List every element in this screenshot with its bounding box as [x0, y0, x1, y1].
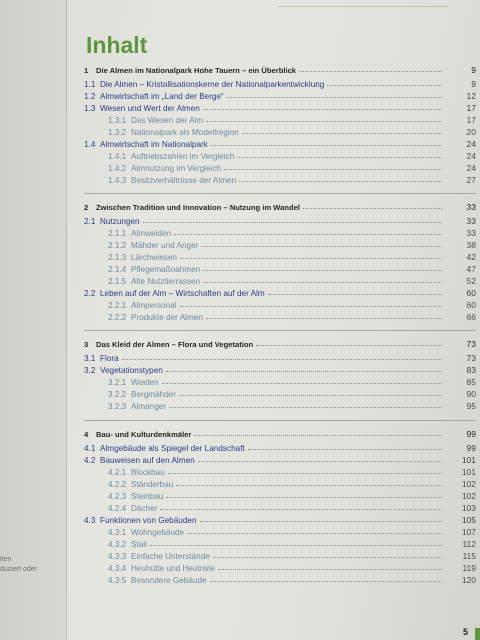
- toc-subsection-entry[interactable]: [84, 226, 476, 238]
- toc-entry-page: 101: [461, 455, 476, 465]
- toc-section-entry[interactable]: [84, 351, 476, 363]
- toc-entry-page: 24: [466, 163, 476, 173]
- dot-leader: [203, 269, 442, 271]
- toc-entry-title: Bau- und Kulturdenkmäler: [96, 430, 192, 439]
- toc-entry-title: Wesen und Wert der Almen: [100, 104, 200, 113]
- dot-leader: [187, 532, 442, 534]
- toc-entry-page: 60: [466, 300, 476, 310]
- dot-leader: [242, 132, 442, 134]
- toc-subsection-entry[interactable]: [84, 501, 476, 513]
- toc-entry-number: 1.2: [84, 92, 96, 101]
- toc-entry-page: 112: [462, 539, 476, 549]
- toc-entry-page: 9: [471, 65, 476, 75]
- dot-leader: [218, 568, 442, 570]
- toc-entry-title: Flora: [100, 354, 119, 363]
- toc-entry-page: 101: [461, 467, 476, 477]
- dot-leader: [239, 180, 442, 182]
- toc-subsection-entry[interactable]: [84, 262, 476, 274]
- toc-entry-title: Weiden: [131, 378, 159, 387]
- dot-leader: [160, 508, 442, 510]
- toc-entry-title: Almnutzung im Vergleich: [131, 164, 222, 173]
- toc-entry-number: 2.2: [84, 289, 96, 298]
- dot-leader: [248, 448, 442, 450]
- toc-chapter-entry[interactable]: [84, 425, 476, 439]
- toc-entry-title: Vegetationstypen: [100, 366, 163, 375]
- dot-leader: [176, 484, 442, 486]
- toc-entry-page: 115: [462, 551, 476, 561]
- toc-entry-number: 2: [84, 203, 89, 212]
- toc-subsection-entry[interactable]: [84, 489, 476, 501]
- toc-chapter: [84, 57, 476, 185]
- dot-leader: [180, 305, 442, 307]
- toc-entry-page: 73: [466, 339, 476, 349]
- toc-entry-number: 1.4.3: [108, 176, 127, 185]
- toc-entry-number: 2.2.1: [108, 301, 127, 310]
- toc-entry-page: 105: [461, 515, 476, 525]
- toc-entry-number: 2.1.4: [108, 265, 127, 274]
- toc-entry-page: 42: [466, 252, 476, 262]
- page-title: Inhalt: [86, 32, 148, 58]
- dot-leader: [256, 344, 442, 346]
- toc-entry-number: 4: [84, 430, 89, 439]
- dot-leader: [213, 556, 442, 558]
- toc-entry-title: Alte Nutztierrassen: [131, 277, 201, 286]
- dot-leader: [224, 168, 442, 170]
- toc-subsection-entry[interactable]: [84, 298, 476, 310]
- dot-leader: [169, 406, 442, 408]
- toc-subsection-entry[interactable]: [84, 561, 476, 573]
- toc-entry-title: Lärchwiesen: [131, 253, 177, 262]
- toc-entry-number: 1.1: [84, 80, 96, 89]
- toc-entry-title: Almgebäude als Spiegel der Landschaft: [100, 444, 245, 453]
- toc-entry-page: 52: [466, 276, 476, 286]
- toc-entry-page: 103: [461, 503, 476, 513]
- toc-entry-number: 4.3.2: [108, 540, 127, 549]
- toc-section-entry[interactable]: [84, 363, 476, 375]
- toc-entry-number: 3: [84, 340, 89, 349]
- toc-entry-title: Leben auf der Alm – Wirtschaften auf der Alm: [100, 289, 265, 298]
- toc-entry-title: Almweiden: [131, 229, 172, 238]
- dot-leader: [203, 281, 442, 283]
- dot-leader: [166, 370, 442, 372]
- toc-entry-page: 95: [466, 401, 476, 411]
- toc-entry-page: 47: [466, 264, 476, 274]
- toc-entry-number: 4.2.4: [108, 504, 127, 513]
- margin-text: [0, 555, 37, 575]
- toc-entry-number: 3.2.1: [108, 378, 127, 387]
- toc-entry-number: 4.3: [84, 516, 96, 525]
- toc-entry-title: Steinbau: [131, 492, 164, 501]
- toc-entry-number: 4.2.2: [108, 480, 127, 489]
- table-of-contents: [84, 57, 476, 585]
- toc-entry-title: Zwischen Tradition und Innovation – Nutzung im Wandel: [96, 203, 300, 212]
- toc-entry-page: 83: [466, 365, 476, 375]
- toc-entry-title: Almwirtschaft im „Land der Berge“: [100, 92, 224, 101]
- toc-entry-number: 1.3: [84, 104, 96, 113]
- toc-entry-page: 17: [466, 103, 476, 113]
- toc-entry-page: 9: [471, 79, 476, 89]
- toc-section-entry[interactable]: [84, 214, 476, 226]
- toc-entry-title: Almwirtschaft im Nationalpark: [100, 140, 208, 149]
- toc-subsection-entry[interactable]: [84, 274, 476, 286]
- toc-entry-page: 85: [466, 377, 476, 387]
- toc-entry-page: 73: [466, 353, 476, 363]
- toc-subsection-entry[interactable]: [84, 113, 476, 125]
- toc-section-entry[interactable]: [84, 453, 476, 465]
- toc-subsection-entry[interactable]: [84, 573, 476, 585]
- toc-entry-number: 1.3.2: [108, 128, 127, 137]
- toc-entry-title: Das Wesen der Alm: [131, 116, 204, 125]
- toc-entry-title: Ständerbau: [131, 480, 174, 489]
- toc-entry-number: 1: [84, 66, 89, 75]
- dot-leader: [303, 207, 442, 209]
- toc-entry-number: 2.2.2: [108, 313, 127, 322]
- toc-entry-title: Auftriebszahlen im Vergleich: [131, 152, 235, 161]
- toc-subsection-entry[interactable]: [84, 387, 476, 399]
- toc-entry-title: Pflegemaßnahmen: [131, 265, 201, 274]
- toc-subsection-entry[interactable]: [84, 238, 476, 250]
- toc-chapter: [84, 420, 476, 585]
- toc-entry-page: 12: [466, 91, 476, 101]
- dot-leader: [299, 70, 442, 72]
- toc-entry-title: Produkte der Almen: [131, 313, 203, 322]
- toc-chapter-entry[interactable]: [84, 335, 476, 349]
- toc-entry-page: 102: [461, 491, 476, 501]
- dot-leader: [180, 257, 442, 259]
- dot-leader: [206, 317, 442, 319]
- dot-leader: [203, 108, 442, 110]
- toc-entry-page: 17: [466, 115, 476, 125]
- toc-entry-number: 2.1.2: [108, 241, 127, 250]
- toc-subsection-entry[interactable]: [84, 525, 476, 537]
- toc-section-entry[interactable]: [84, 513, 476, 525]
- dot-leader: [206, 120, 442, 122]
- toc-entry-title: Die Almen im Nationalpark Hohe Tauern – ein Überblick: [96, 66, 297, 75]
- left-page-margin: [0, 0, 67, 640]
- toc-chapter-entry[interactable]: [84, 198, 476, 212]
- toc-entry-number: 4.3.4: [108, 564, 127, 573]
- toc-subsection-entry[interactable]: [84, 375, 476, 387]
- dot-leader: [150, 544, 442, 546]
- toc-entry-title: Heuhütte und Heutriste: [131, 564, 216, 573]
- toc-section-entry[interactable]: [84, 441, 476, 453]
- dot-leader: [162, 382, 442, 384]
- toc-subsection-entry[interactable]: [84, 125, 476, 137]
- toc-entry-page: 66: [466, 312, 476, 322]
- toc-entry-title: Einfache Unterstände: [131, 552, 210, 561]
- toc-entry-number: 4.3.5: [108, 576, 127, 585]
- page-number: 5: [462, 627, 468, 637]
- toc-section-entry[interactable]: [84, 89, 476, 101]
- toc-entry-number: 1.4.1: [108, 152, 127, 161]
- toc-entry-page: 99: [466, 429, 476, 439]
- toc-entry-page: 102: [461, 479, 476, 489]
- toc-entry-page: 90: [466, 389, 476, 399]
- toc-chapter: [84, 330, 476, 411]
- toc-entry-title: Bauweisen auf den Almen: [100, 456, 195, 465]
- toc-entry-title: Nationalpark als Modellregion: [131, 128, 239, 137]
- toc-entry-number: 3.2: [84, 366, 96, 375]
- toc-subsection-entry[interactable]: [84, 537, 476, 549]
- toc-section-entry[interactable]: [84, 137, 476, 149]
- dot-leader: [211, 144, 442, 146]
- toc-entry-page: 20: [466, 127, 476, 137]
- toc-entry-page: 119: [462, 563, 476, 573]
- toc-entry-title: Dächer: [131, 504, 158, 513]
- toc-entry-title: Wohngebäude: [131, 528, 185, 537]
- toc-subsection-entry[interactable]: [84, 549, 476, 561]
- toc-entry-page: 24: [466, 139, 476, 149]
- toc-entry-number: 4.2.1: [108, 468, 127, 477]
- dot-leader: [122, 358, 442, 360]
- toc-entry-title: Nutzungen: [100, 217, 140, 226]
- dot-leader: [168, 472, 442, 474]
- toc-subsection-entry[interactable]: [84, 477, 476, 489]
- toc-chapter: [84, 193, 476, 322]
- dot-leader: [327, 84, 442, 86]
- toc-section-entry[interactable]: [84, 286, 476, 298]
- dot-leader: [179, 394, 442, 396]
- toc-entry-page: 120: [461, 575, 476, 585]
- toc-entry-number: 3.2.3: [108, 402, 127, 411]
- toc-entry-number: 2.1.3: [108, 253, 127, 262]
- toc-entry-page: 33: [466, 216, 476, 226]
- toc-entry-number: 2.1.1: [108, 229, 127, 238]
- toc-entry-page: 33: [466, 202, 476, 212]
- margin-text-line: duziert oder: [0, 566, 37, 573]
- toc-entry-title: Almpersonal: [131, 301, 177, 310]
- toc-entry-title: Almanger: [131, 402, 167, 411]
- dot-leader: [194, 434, 442, 436]
- toc-entry-page: 99: [466, 443, 476, 453]
- dot-leader: [227, 96, 442, 98]
- toc-chapter-entry[interactable]: [84, 61, 476, 75]
- toc-section-entry[interactable]: [84, 77, 476, 89]
- toc-entry-number: 1.4: [84, 140, 96, 149]
- top-rule: [278, 6, 448, 7]
- toc-entry-number: 2.1.5: [108, 277, 127, 286]
- toc-entry-number: 3.1: [84, 354, 96, 363]
- dot-leader: [210, 580, 442, 582]
- toc-entry-number: 4.2: [84, 456, 96, 465]
- toc-entry-title: Stall: [131, 540, 147, 549]
- toc-entry-page: 27: [466, 175, 476, 185]
- dot-leader: [166, 496, 442, 498]
- toc-subsection-entry[interactable]: [84, 149, 476, 161]
- toc-entry-title: Besondere Gebäude: [131, 576, 207, 585]
- toc-entry-title: Mähder und Anger: [131, 241, 199, 250]
- toc-section-entry[interactable]: [84, 101, 476, 113]
- toc-entry-title: Bergmähder: [131, 390, 177, 399]
- page-tab-marker: [475, 628, 480, 640]
- toc-entry-title: Besitzverhältnisse der Almen: [131, 176, 237, 185]
- margin-text-line: iten: [0, 556, 12, 563]
- toc-entry-page: 24: [466, 151, 476, 161]
- toc-entry-number: 1.4.2: [108, 164, 127, 173]
- toc-entry-page: 60: [466, 288, 476, 298]
- dot-leader: [143, 221, 442, 223]
- toc-subsection-entry[interactable]: [84, 250, 476, 262]
- dot-leader: [174, 233, 442, 235]
- toc-entry-number: 4.3.3: [108, 552, 127, 561]
- toc-entry-number: 1.3.1: [108, 116, 127, 125]
- toc-entry-number: 4.1: [84, 444, 96, 453]
- toc-entry-page: 38: [466, 240, 476, 250]
- toc-entry-page: 107: [461, 527, 476, 537]
- toc-entry-number: 4.3.1: [108, 528, 127, 537]
- dot-leader: [201, 245, 442, 247]
- dot-leader: [237, 156, 442, 158]
- toc-subsection-entry[interactable]: [84, 465, 476, 477]
- toc-entry-title: Die Almen – Kristallisationskerne der Nationalparkentwicklung: [100, 80, 325, 89]
- toc-entry-number: 4.2.3: [108, 492, 127, 501]
- toc-entry-number: 2.1: [84, 217, 96, 226]
- dot-leader: [200, 520, 442, 522]
- toc-entry-title: Blockbau: [131, 468, 165, 477]
- dot-leader: [198, 460, 442, 462]
- toc-entry-title: Das Kleid der Almen – Flora und Vegetation: [96, 340, 254, 349]
- toc-subsection-entry[interactable]: [84, 399, 476, 411]
- toc-subsection-entry[interactable]: [84, 161, 476, 173]
- toc-subsection-entry[interactable]: [84, 310, 476, 322]
- toc-entry-page: 33: [466, 228, 476, 238]
- dot-leader: [268, 293, 442, 295]
- toc-entry-number: 3.2.2: [108, 390, 127, 399]
- toc-entry-title: Funktionen von Gebäuden: [100, 516, 197, 525]
- toc-subsection-entry[interactable]: [84, 173, 476, 185]
